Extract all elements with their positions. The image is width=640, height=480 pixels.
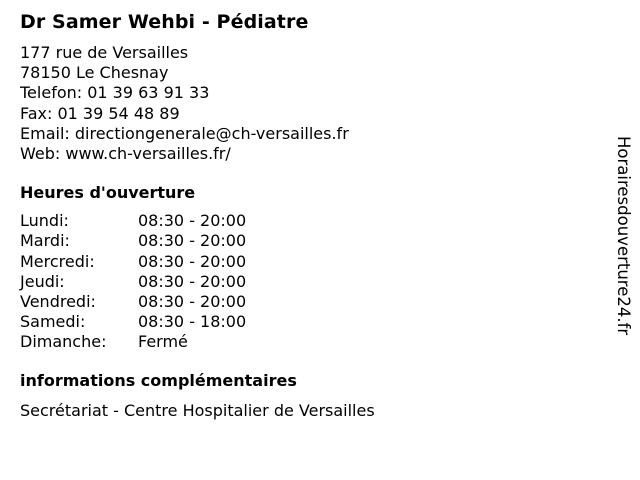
phone-number: Telefon: 01 39 63 91 33	[20, 83, 210, 103]
day-label: Vendredi:	[20, 292, 96, 312]
day-label: Samedi:	[20, 312, 86, 332]
hours-row-tuesday	[20, 231, 246, 251]
day-label: Lundi:	[20, 211, 69, 231]
day-hours: 08:30 - 20:00	[138, 251, 247, 271]
hours-row-friday	[20, 292, 246, 312]
hours-row-wednesday	[20, 252, 246, 272]
opening-hours-table	[20, 211, 246, 352]
day-label: Jeudi:	[20, 271, 65, 291]
hours-row-saturday	[20, 312, 246, 332]
day-hours: 08:30 - 20:00	[138, 211, 247, 231]
day-hours: Fermé	[138, 332, 188, 352]
page-title: Dr Samer Wehbi - Pédiatre	[20, 11, 309, 33]
day-hours: 08:30 - 18:00	[138, 312, 247, 332]
address-street: 177 rue de Versailles	[20, 43, 189, 62]
day-hours: 08:30 - 20:00	[138, 271, 247, 291]
day-hours: 08:30 - 20:00	[138, 231, 247, 251]
hours-row-sunday	[20, 332, 246, 352]
opening-hours-heading: Heures d'ouverture	[20, 183, 196, 203]
additional-info-heading: informations complémentaires	[20, 370, 297, 390]
additional-info-text: Secrétariat - Centre Hospitalier de Versailles	[20, 400, 375, 420]
day-label: Mardi:	[20, 231, 70, 251]
day-label: Mercredi:	[20, 251, 95, 271]
practitioner-card	[20, 9, 600, 421]
website-url: Web: www.ch-versailles.fr/	[20, 144, 231, 164]
address-city: 78150 Le Chesnay	[20, 63, 169, 83]
day-hours: 08:30 - 20:00	[138, 292, 247, 312]
day-label: Dimanche:	[20, 332, 107, 352]
hours-row-thursday	[20, 272, 246, 292]
fax-number: Fax: 01 39 54 48 89	[20, 103, 180, 123]
contact-block	[20, 43, 600, 164]
hours-row-monday	[20, 211, 246, 231]
email-address: Email: directiongenerale@ch-versailles.fr	[20, 123, 349, 143]
site-watermark: Horairesdouverture24.fr	[614, 136, 633, 336]
